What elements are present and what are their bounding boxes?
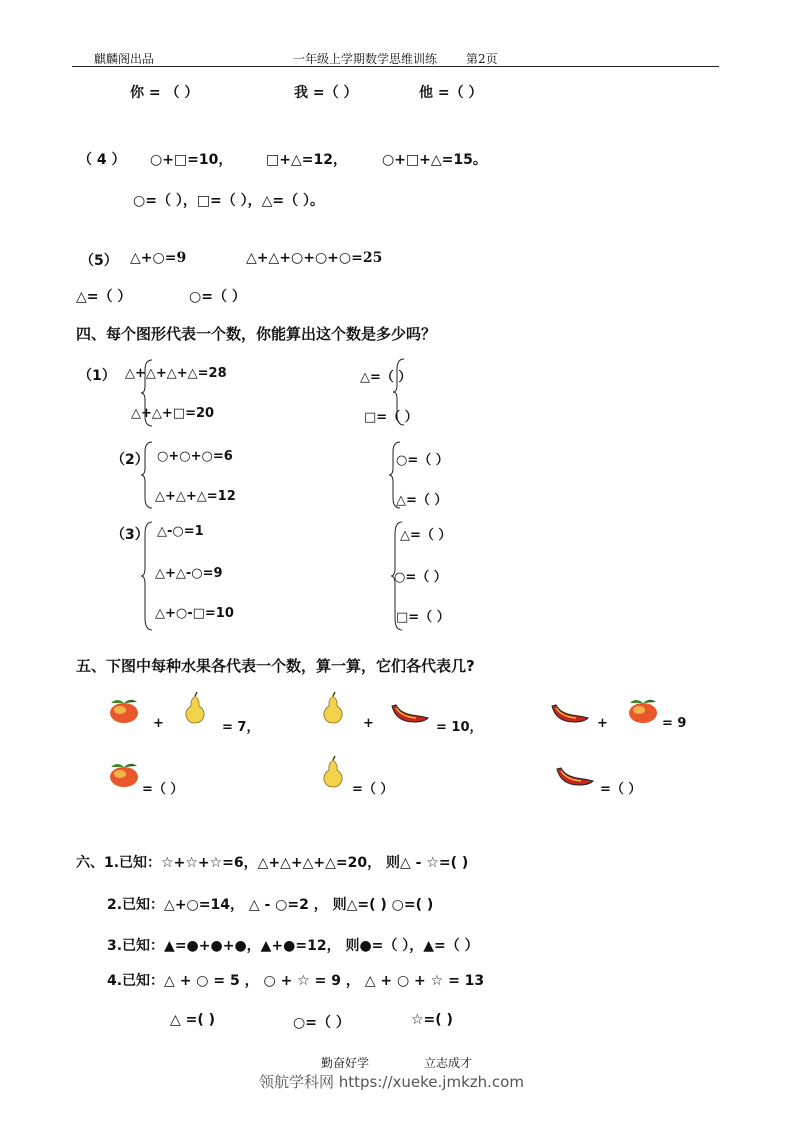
footer-motto-2: 立志成才	[424, 1056, 473, 1070]
answer-ta: 他 =（ ）	[419, 85, 483, 101]
peach-answer: =（ ）	[142, 782, 184, 797]
q5-answer-triangle: △=（ ）	[76, 289, 132, 305]
brace-s4p3-right	[390, 520, 404, 632]
banana-icon	[390, 702, 430, 726]
s4p2-eq1: ○+○+○=6	[157, 449, 233, 464]
s4p1-ans1: △=（ ）	[360, 370, 412, 385]
section6-line3: 3.已知：▲=●+●+●，▲+●=12， 则●=（ ），▲=（ ）	[107, 938, 479, 954]
plus-sign: +	[597, 716, 608, 731]
pear-icon	[320, 756, 346, 788]
s4p2-eq2: △+△+△=12	[155, 489, 236, 504]
s4p3-ans3: □=（ ）	[396, 610, 450, 625]
q4-label: （ 4 ）	[78, 152, 126, 168]
s4p2-ans2: △=（ ）	[396, 493, 448, 508]
section6-ans-star: ☆=( )	[411, 1012, 453, 1028]
q5-eq1: △+○=9	[130, 250, 187, 266]
brace-s4p1-right	[392, 357, 406, 427]
footer-watermark: 领航学科网 https://xueke.jmkzh.com	[259, 1073, 524, 1091]
q5-label: （5）	[80, 253, 118, 269]
s4p2-label: （2）	[111, 452, 149, 468]
fruit-eq2-result: = 10，	[436, 720, 483, 735]
section6-line1: 六、1.已知：☆+☆+☆=6，△+△+△+△=20， 则△ - ☆=( )	[76, 855, 469, 871]
s4p1-eq1: △+△+△+△=28	[125, 366, 227, 381]
q4-eq1: ○+□=10，	[150, 152, 233, 168]
pear-icon	[182, 692, 208, 724]
header-publisher: 麒麟阁出品	[94, 52, 155, 66]
brace-s4p3-left	[140, 520, 154, 632]
s4p1-ans2: □=（ ）	[364, 410, 418, 425]
s4p3-label: （3）	[111, 527, 149, 543]
q4-answer: ○=（ ），□=（ ），△=（ ）。	[133, 193, 325, 209]
s4p3-eq3: △+○-□=10	[155, 606, 234, 621]
q4-eq3: ○+□+△=15。	[382, 152, 487, 168]
s4p3-ans2: ○=（ ）	[394, 570, 447, 585]
header-page-number: 第2页	[466, 52, 498, 66]
s4p2-ans1: ○=（ ）	[396, 453, 449, 468]
footer-motto-1: 勤奋好学	[321, 1056, 370, 1070]
section6-ans-circle: ○=（ ）	[293, 1015, 350, 1031]
s4p3-ans1: △=（ ）	[400, 528, 452, 543]
s4p3-eq1: △-○=1	[157, 524, 204, 539]
fruit-eq3-result: = 9	[662, 716, 687, 731]
answer-wo: 我 =（ ）	[294, 85, 358, 101]
answer-ni: 你 = （ ）	[130, 85, 199, 101]
section4-title: 四、每个图形代表一个数，你能算出这个数是多少吗？	[76, 325, 437, 343]
banana-icon	[555, 765, 595, 789]
q4-eq2: □+△=12，	[266, 152, 347, 168]
peach-icon	[626, 697, 660, 725]
pear-answer: =（ ）	[352, 782, 394, 797]
section6-line2: 2.已知：△+○=14， △ - ○=2 ， 则△=( ) ○=( )	[107, 897, 434, 913]
banana-answer: =（ ）	[600, 782, 642, 797]
brace-s4p2-left	[140, 440, 154, 510]
q5-answer-circle: ○=（ ）	[189, 289, 246, 305]
section6-line4: 4.已知：△ + ○ = 5 ， ○ + ☆ = 9 ， △ + ○ + ☆ = 13	[107, 973, 485, 989]
plus-sign: +	[153, 716, 164, 731]
q5-eq2: △+△+○+○+○=25	[246, 250, 383, 266]
section6-ans-triangle: △ =( )	[170, 1012, 216, 1028]
brace-s4p1-left	[140, 358, 154, 428]
peach-icon	[107, 697, 141, 725]
peach-icon	[107, 761, 141, 789]
s4p1-eq2: △+△+□=20	[131, 406, 215, 421]
brace-s4p2-right	[388, 440, 402, 510]
banana-icon	[550, 702, 590, 726]
header-title: 一年级上学期数学思维训练	[293, 52, 438, 66]
header-rule	[72, 66, 719, 67]
section5-title: 五、下图中每种水果各代表一个数，算一算，它们各代表几?	[76, 657, 475, 675]
s4p1-label: （1）	[78, 368, 116, 384]
plus-sign: +	[363, 716, 374, 731]
pear-icon	[320, 692, 346, 724]
fruit-eq1-result: = 7，	[222, 720, 260, 735]
s4p3-eq2: △+△-○=9	[155, 566, 223, 581]
